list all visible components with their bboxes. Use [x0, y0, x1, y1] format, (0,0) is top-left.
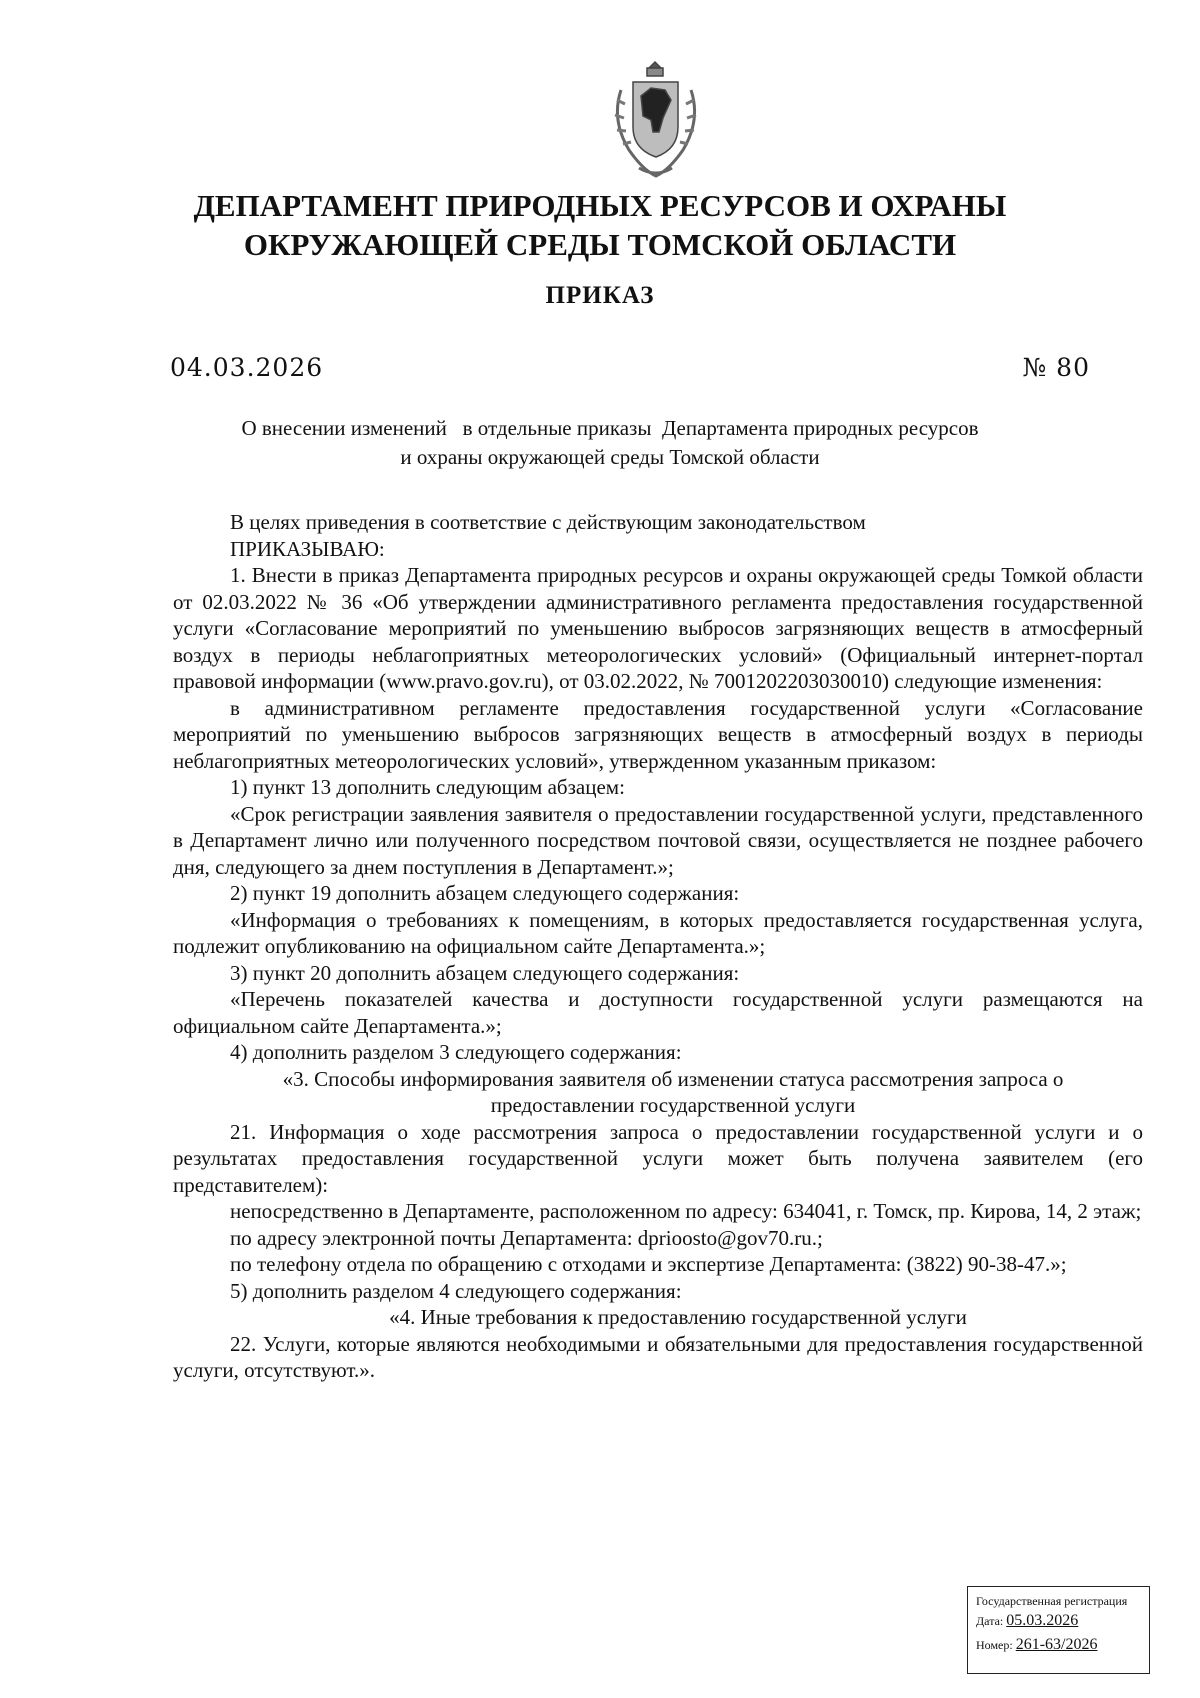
registration-number-label: Номер: — [976, 1638, 1013, 1652]
paragraph: 3) пункт 20 дополнить абзацем следующего содержания: — [230, 960, 740, 985]
paragraph: по телефону отдела по обращению с отходами и экспертизе Департамента: (3822) 90-38-47.»; — [230, 1252, 1067, 1276]
order-date: 04.03.2026 — [170, 353, 324, 382]
paragraph: непосредственно в Департаменте, расположенном по адресу: 634041, г. Томск, пр. Кирова, 14, 2 этаж; — [230, 1199, 1142, 1223]
section-heading: «4. Иные требования к предоставлению государственной услуги — [389, 1305, 967, 1329]
paragraph: ПРИКАЗЫВАЮ: — [230, 536, 385, 561]
coat-of-arms-icon — [603, 60, 708, 185]
paragraph: в административном регламенте предоставления государственной услуги «Согласование мероприятий по уменьшению выбросов загрязняющих веществ в атмосферный воздух в периоды неблагоприятных метеорологических условий», утвержденном указанным приказом: — [173, 695, 1143, 773]
paragraph: 5) дополнить разделом 4 следующего содержания: — [230, 1278, 682, 1303]
paragraph: 1) пункт 13 дополнить следующим абзацем: — [230, 775, 625, 799]
paragraph: «Перечень показателей качества и доступности государственной услуги размещаются на официальном сайте Департамента.»; — [173, 987, 1143, 1038]
registration-date-row — [976, 1609, 1143, 1633]
paragraph: 2) пункт 19 дополнить абзацем следующего содержания: — [230, 881, 740, 905]
section-heading: «3. Способы информирования заявителя об изменении статуса рассмотрения запроса о предоставлении государственной услуги — [282, 1066, 1064, 1117]
registration-date-label: Дата: — [976, 1614, 1004, 1628]
registration-number-row — [976, 1633, 1143, 1657]
paragraph: 1. Внести в приказ Департамента природных ресурсов и охраны окружающей среды Томкой области от 02.03.2022 № 36 «Об утверждении административного регламента предоставления государственной услуги «Согласование мероприятий по уменьшению выбросов загрязняющих веществ в атмосферный воздух в периоды неблагоприятных метеорологических условий» (Официальный интернет-портал правовой информации (www.pravo.gov.ru), от 03.02.2022, № 7001202203030010) следующие изменения: — [173, 563, 1143, 693]
paragraph: 22. Услуги, которые являются необходимыми и обязательными для предоставления государственной услуги, отсутствуют.». — [173, 1331, 1143, 1382]
registration-title: Государственная регистрация — [976, 1594, 1128, 1608]
paragraph: «Информация о требованиях к помещениям, в которых предоставляется государственная услуга, подлежит опубликованию на официальном сайте Департамента.»; — [173, 907, 1143, 958]
registration-date: 05.03.2026 — [1006, 1612, 1079, 1629]
order-number: № 80 — [1022, 353, 1090, 382]
subject-line-1: О внесении изменений в отдельные приказы Департамента природных ресурсов — [241, 416, 979, 440]
order-body — [173, 509, 1143, 1384]
org-line-2: ОКРУЖАЮЩЕЙ СРЕДЫ ТОМСКОЙ ОБЛАСТИ — [243, 227, 957, 262]
subject-line-2: и охраны окружающей среды Томской области — [400, 445, 820, 469]
paragraph: «Срок регистрации заявления заявителя о предоставлении государственной услуги, представленного в Департамент лично или полученного посредством почтовой связи, осуществляется не позднее рабочего дня, следующего за днем поступления в Департамент.»; — [173, 801, 1143, 879]
document-type: ПРИКАЗ — [545, 282, 655, 309]
paragraph: В целях приведения в соответствие с действующим законодательством — [230, 510, 866, 534]
paragraph: по адресу электронной почты Департамента: dprioosto@gov70.ru.; — [230, 1225, 823, 1250]
paragraph: 4) дополнить разделом 3 следующего содержания: — [230, 1040, 682, 1064]
org-line-1: ДЕПАРТАМЕНТ ПРИРОДНЫХ РЕСУРСОВ И ОХРАНЫ — [193, 188, 1007, 223]
paragraph: 21. Информация о ходе рассмотрения запроса о предоставлении государственной услуги и о результатах предоставления государственной услуги может быть получена заявителем (его представителем): — [173, 1119, 1143, 1197]
registration-stamp — [967, 1586, 1150, 1674]
order-subject — [150, 414, 1070, 472]
organization-name — [0, 186, 1200, 264]
registration-number: 261-63/2026 — [1015, 1636, 1098, 1653]
